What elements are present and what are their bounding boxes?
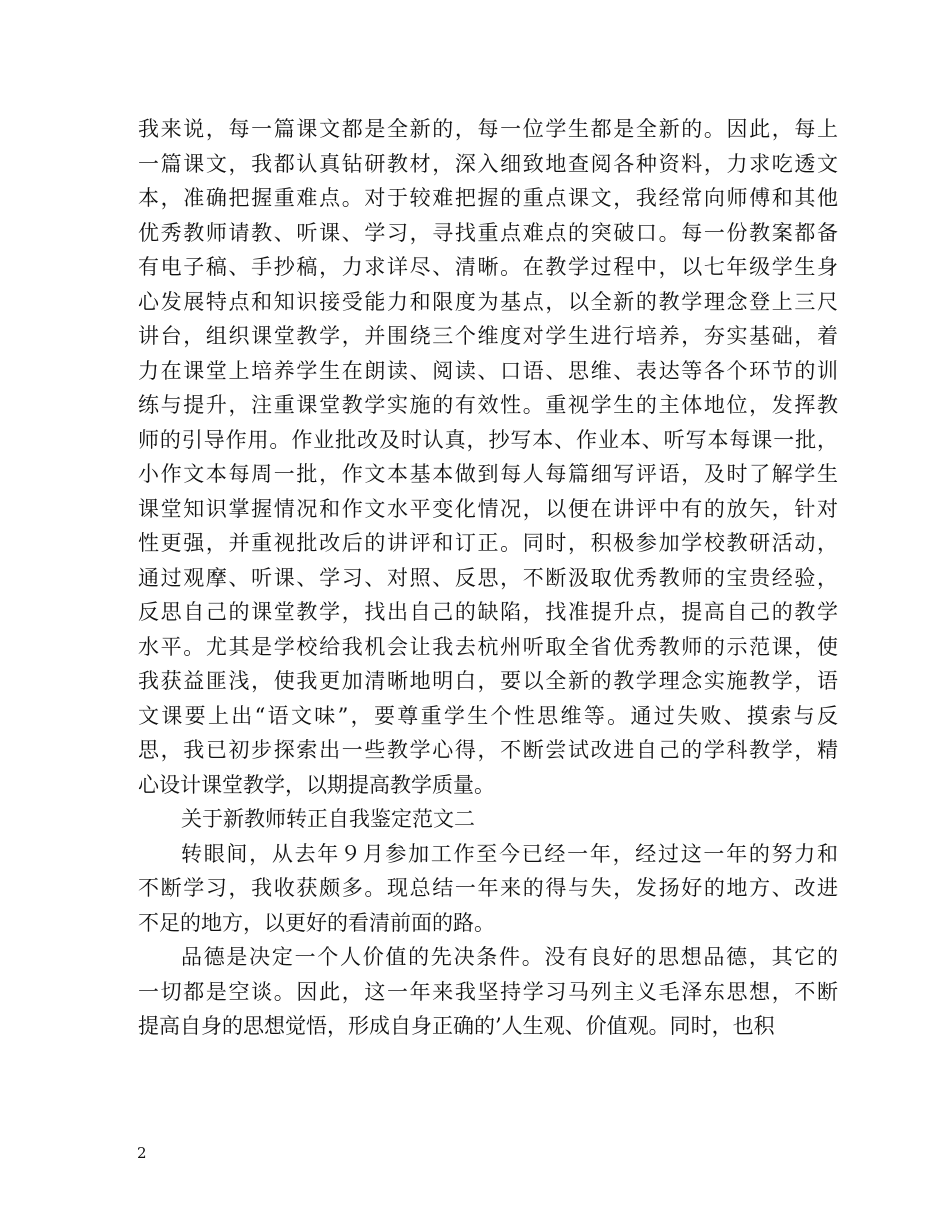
text-line: 反思自己的课堂教学，找出自己的缺陷，找准提升点，提高自己的教学 xyxy=(138,600,838,624)
text-line: 力在课堂上培养学生在朗读、阅读、口语、思维、表达等各个环节的训 xyxy=(138,358,838,383)
text-line: 课堂知识掌握情况和作文水平变化情况，以便在讲评中有的放矢，针对 xyxy=(138,496,838,521)
section-heading xyxy=(138,802,838,837)
text-line: 有电子稿、手抄稿，力求详尽、清晰。在教学过程中，以七年级学生身 xyxy=(138,255,838,279)
text-line: 练与提升，注重课堂教学实施的有效性。重视学生的主体地位，发挥教 xyxy=(138,393,838,417)
text-line: 不足的地方，以更好的看清前面的路。 xyxy=(138,910,495,935)
text-line: 心设计课堂教学，以期提高教学质量。 xyxy=(138,772,495,797)
page-number: 2 xyxy=(137,1144,147,1162)
paragraph-morality xyxy=(138,940,838,1044)
text-line: 关于新教师转正自我鉴定范文二 xyxy=(181,807,475,831)
text-line: 提高自身的思想觉悟，形成自身正确的’人生观、价值观。同时，也积 xyxy=(138,1014,775,1038)
text-line: 文课要上出“语文味”，要尊重学生个性思维等。通过失败、摸索与反 xyxy=(138,703,838,728)
paragraph-intro xyxy=(138,837,838,941)
text-line: 讲台，组织课堂教学，并围绕三个维度对学生进行培养，夯实基础，着 xyxy=(138,324,838,348)
text-line: 本，准确把握重难点。对于较难把握的重点课文，我经常向师傅和其他 xyxy=(138,186,838,210)
text-line: 转眼间，从去年９月参加工作至今已经一年，经过这一年的努力和 xyxy=(181,841,838,866)
text-line: 心发展特点和知识接受能力和限度为基点，以全新的教学理念登上三尺 xyxy=(138,289,838,314)
text-line: 一切都是空谈。因此，这一年来我坚持学习马列主义毛泽东思想，不断 xyxy=(138,979,838,1004)
document-body xyxy=(138,112,838,1044)
text-line: 小作文本每周一批，作文本基本做到每人每篇细写评语，及时了解学生 xyxy=(138,462,838,486)
text-line: 一篇课文，我都认真钻研教材，深入细致地查阅各种资料，力求吃透文 xyxy=(138,151,838,176)
text-line: 我获益匪浅，使我更加清晰地明白，要以全新的教学理念实施教学，语 xyxy=(138,669,838,693)
text-line: 品德是决定一个人价值的先决条件。没有良好的思想品德，其它的 xyxy=(181,945,838,969)
text-line: 优秀教师请教、听课、学习，寻找重点难点的突破口。每一份教案都备 xyxy=(138,220,838,245)
text-line: 不断学习，我收获颇多。现总结一年来的得与失，发扬好的地方、改进 xyxy=(138,876,838,900)
paragraph-continuation xyxy=(138,112,838,802)
text-line: 性更强，并重视批改后的讲评和订正。同时，积极参加学校教研活动， xyxy=(138,531,838,555)
text-line: 通过观摩、听课、学习、对照、反思，不断汲取优秀教师的宝贵经验， xyxy=(138,565,838,590)
text-line: 水平。尤其是学校给我机会让我去杭州听取全省优秀教师的示范课，使 xyxy=(138,634,838,659)
text-line: 思，我已初步探索出一些教学心得，不断尝试改进自己的学科教学，精 xyxy=(138,738,838,762)
text-line: 师的引导作用。作业批改及时认真，抄写本、作业本、听写本每课一批， xyxy=(138,427,838,452)
text-line: 我来说，每一篇课文都是全新的，每一位学生都是全新的。因此，每上 xyxy=(138,117,838,141)
